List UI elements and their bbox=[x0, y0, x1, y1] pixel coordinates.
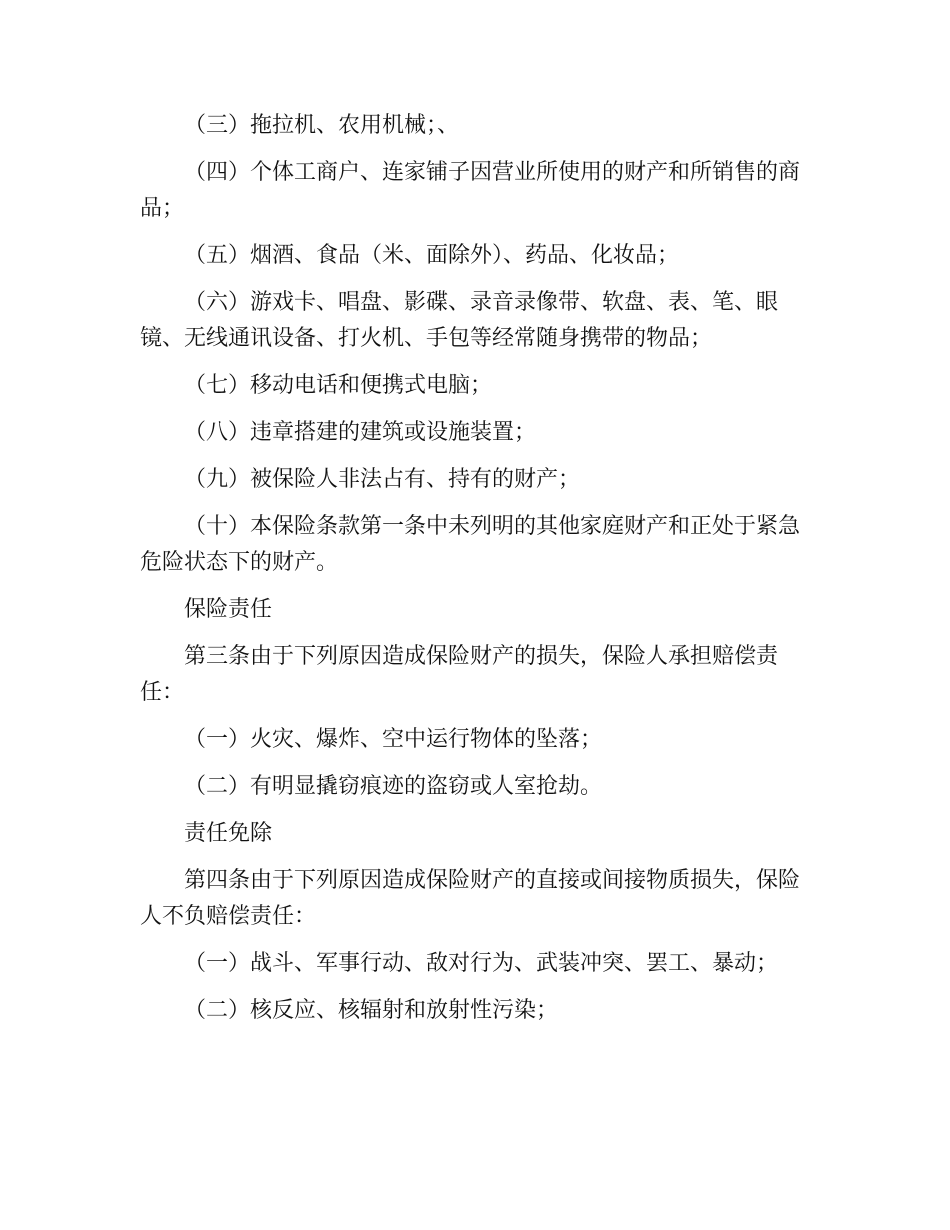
clause-item-8: （八）违章搭建的建筑或设施装置； bbox=[184, 420, 537, 445]
exclusion-item-2: （二）核反应、核辐射和放射性污染； bbox=[184, 998, 559, 1023]
clause-item-6: （六）游戏卡、唱盘、影碟、录音录像带、软盘、表、笔、眼镜、无线通讯设备、打火机、手包等经常随身携带的物品； bbox=[140, 290, 779, 351]
clause-item-3: （三）拖拉机、农用机械；、 bbox=[184, 113, 460, 138]
exclusion-item-1: （一）战斗、军事行动、敌对行为、武装冲突、罢工、暴动； bbox=[184, 951, 779, 976]
liability-item-1: （一）火灾、爆炸、空中运行物体的坠落； bbox=[184, 727, 603, 752]
article-3: 第三条由于下列原因造成保险财产的损失，保险人承担赔偿责任： bbox=[140, 644, 779, 705]
document-body bbox=[140, 108, 810, 1040]
article-4: 第四条由于下列原因造成保险财产的直接或间接物质损失，保险人不负赔偿责任： bbox=[140, 868, 801, 929]
clause-item-7: （七）移动电话和便携式电脑； bbox=[184, 373, 493, 398]
liability-item-2: （二）有明显撬窃痕迹的盗窃或人室抢劫。 bbox=[184, 774, 603, 799]
section-heading-insurance-liability: 保险责任 bbox=[184, 597, 273, 622]
clause-item-10: （十）本保险条款第一条中未列明的其他家庭财产和正处于紧急危险状态下的财产。 bbox=[140, 514, 801, 575]
clause-item-5: （五）烟酒、食品（米、面除外）、药品、化妆品； bbox=[184, 243, 680, 268]
clause-item-9: （九）被保险人非法占有、持有的财产； bbox=[184, 467, 581, 492]
clause-item-4: （四）个体工商户、连家铺子因营业所使用的财产和所销售的商品； bbox=[140, 160, 801, 221]
section-heading-exclusions: 责任免除 bbox=[184, 821, 273, 846]
